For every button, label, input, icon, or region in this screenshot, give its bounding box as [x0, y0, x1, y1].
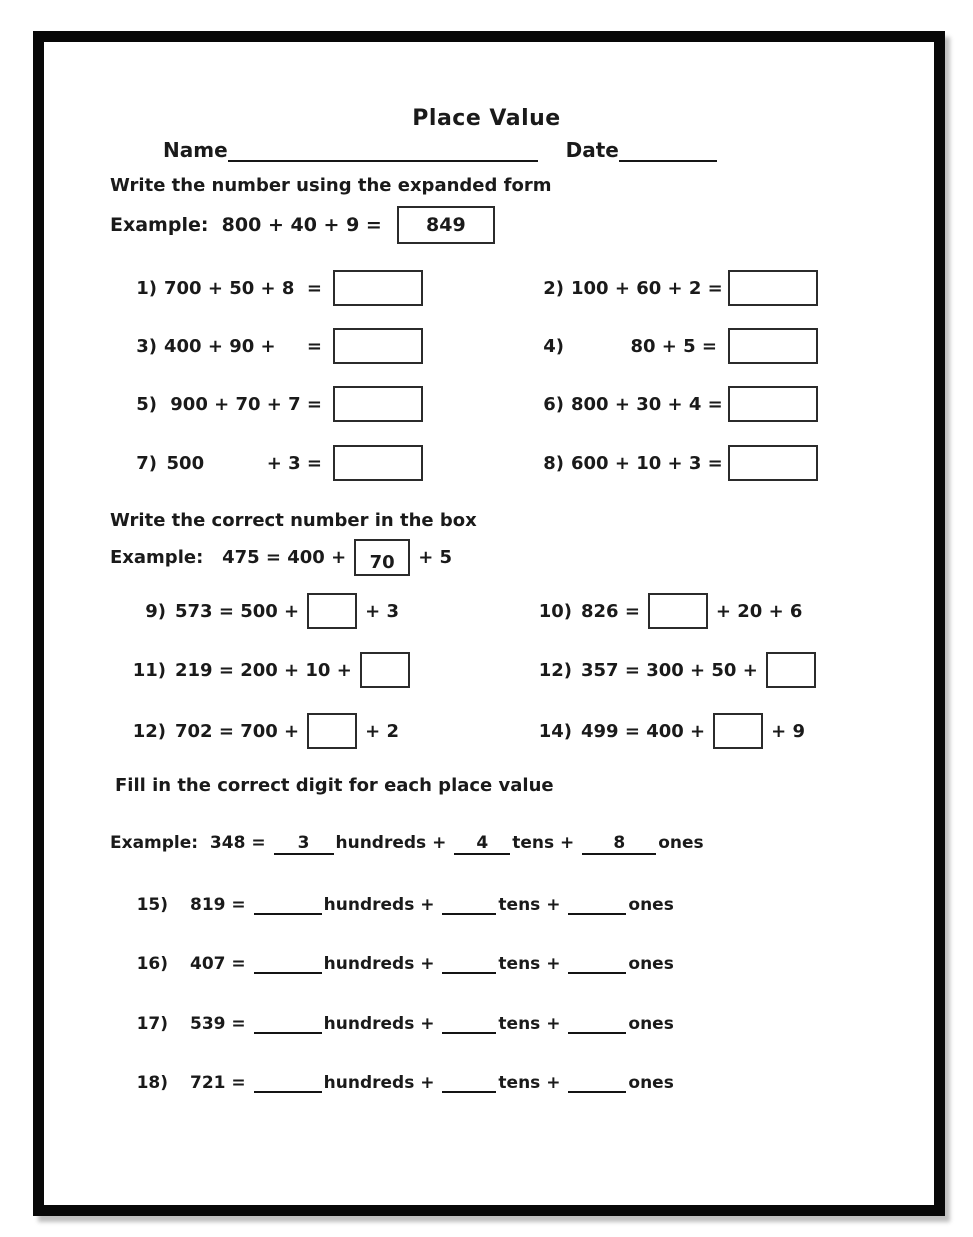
date-blank-line[interactable]: [619, 140, 717, 162]
problem-8: [538, 445, 818, 481]
problem-text: 499 = 400 +: [581, 720, 706, 742]
problem-number: 10): [538, 600, 572, 622]
problem-expression: 100 + 60 + 2 =: [571, 277, 723, 299]
example-ones-blank: [582, 833, 656, 855]
tens-blank-15[interactable]: [442, 895, 496, 915]
ones-label: ones: [628, 954, 674, 974]
problem-expression: 80 + 5 =: [630, 335, 717, 357]
section2-heading: Write the correct number in the box: [110, 510, 477, 531]
problem-18: [128, 1073, 674, 1093]
problem-6: [538, 386, 818, 422]
tens-blank-17[interactable]: [442, 1014, 496, 1034]
problem-9: [128, 592, 399, 630]
section3-example-text: Example: 348 =: [110, 833, 272, 853]
answer-box-5[interactable]: [333, 386, 423, 422]
section1-example-text: Example: 800 + 40 + 9 =: [110, 214, 382, 236]
answer-box-7[interactable]: [333, 445, 423, 481]
answer-box-4[interactable]: [728, 328, 818, 364]
problem-12a: [534, 651, 824, 689]
hundreds-label: hundreds +: [323, 1073, 441, 1093]
hundreds-blank-18[interactable]: [254, 1073, 322, 1093]
problem-text: 702 = 700 +: [175, 720, 300, 742]
ones-blank-17[interactable]: [568, 1014, 626, 1034]
ones-blank-15[interactable]: [568, 895, 626, 915]
answer-box-11[interactable]: [360, 652, 410, 688]
tens-label: tens +: [498, 1014, 567, 1034]
problem-number: 12): [538, 659, 572, 681]
problem-text: + 2: [365, 720, 399, 742]
name-date-row: [163, 138, 717, 162]
problem-expression: 400 + 90 + =: [164, 335, 323, 357]
answer-box-2[interactable]: [728, 270, 818, 306]
problem-number: 4): [543, 335, 564, 357]
ones-label: ones: [628, 895, 674, 915]
problem-number: 8): [543, 452, 564, 474]
problem-text: 219 = 200 + 10 +: [175, 659, 352, 681]
tens-blank-18[interactable]: [442, 1073, 496, 1093]
problem-14: [534, 712, 805, 750]
hundreds-label: hundreds +: [323, 895, 441, 915]
problem-12b: [128, 712, 399, 750]
tens-blank-16[interactable]: [442, 954, 496, 974]
example-hundreds-blank: [274, 833, 334, 855]
page-title: Place Value: [412, 106, 561, 131]
problem-number: 7): [136, 452, 157, 474]
answer-box-12b[interactable]: [307, 713, 357, 749]
problem-value: 721 =: [190, 1073, 246, 1093]
answer-box-12a[interactable]: [766, 652, 816, 688]
tens-label: tens +: [498, 895, 567, 915]
answer-box-1[interactable]: [333, 270, 423, 306]
problem-2: [538, 270, 818, 306]
problem-text: + 3: [365, 600, 399, 622]
problem-number: 15): [136, 895, 168, 915]
problem-number: 17): [136, 1014, 168, 1034]
problem-expression: 500 + 3 =: [166, 452, 322, 474]
problem-15: [128, 895, 674, 915]
ones-blank-18[interactable]: [568, 1073, 626, 1093]
problem-5: [131, 386, 423, 422]
section2-example-answer: 70: [369, 551, 395, 573]
problem-value: 819 =: [190, 895, 246, 915]
section2-example-text: Example: 475 = 400 +: [110, 546, 347, 568]
hundreds-label: hundreds +: [335, 833, 453, 853]
problem-number: 16): [136, 954, 168, 974]
section3-example: [110, 833, 704, 855]
ones-blank-16[interactable]: [568, 954, 626, 974]
problem-expression: 900 + 70 + 7 =: [170, 393, 322, 415]
problem-number: 2): [543, 277, 564, 299]
section2-example: [110, 538, 452, 576]
section1-example: [110, 205, 495, 245]
hundreds-blank-15[interactable]: [254, 895, 322, 915]
problem-4: [538, 328, 818, 364]
ones-label: ones: [628, 1073, 674, 1093]
problem-number: 9): [145, 600, 166, 622]
problem-text: 573 = 500 +: [175, 600, 300, 622]
problem-number: 1): [136, 277, 157, 299]
example-tens-digit: 4: [476, 833, 489, 853]
section2-example-suffix: + 5: [418, 546, 453, 568]
problem-value: 407 =: [190, 954, 246, 974]
problem-expression: 800 + 30 + 4 =: [571, 393, 723, 415]
answer-box-3[interactable]: [333, 328, 423, 364]
answer-box-6[interactable]: [728, 386, 818, 422]
answer-box-8[interactable]: [728, 445, 818, 481]
problem-number: 14): [538, 720, 572, 742]
answer-box-14[interactable]: [713, 713, 763, 749]
ones-label: ones: [658, 833, 704, 853]
problem-number: 3): [136, 335, 157, 357]
problem-11: [128, 651, 418, 689]
ones-label: ones: [628, 1014, 674, 1034]
problem-3: [131, 328, 423, 364]
problem-expression: 600 + 10 + 3 =: [571, 452, 723, 474]
problem-expression: 700 + 50 + 8 =: [164, 277, 322, 299]
problem-number: 11): [132, 659, 166, 681]
section3-heading: Fill in the correct digit for each place value: [115, 775, 554, 796]
problem-16: [128, 954, 674, 974]
problem-number: 5): [136, 393, 157, 415]
section1-heading: Write the number using the expanded form: [110, 175, 552, 196]
problem-7: [131, 445, 423, 481]
hundreds-blank-16[interactable]: [254, 954, 322, 974]
tens-label: tens +: [512, 833, 581, 853]
problem-number: 6): [543, 393, 564, 415]
example-hundreds-digit: 3: [297, 833, 310, 853]
hundreds-label: hundreds +: [323, 1014, 441, 1034]
section1-example-answer-box: [397, 206, 495, 244]
problem-text: + 20 + 6: [715, 600, 803, 622]
section1-example-answer: 849: [426, 214, 466, 236]
answer-box-9[interactable]: [307, 593, 357, 629]
problem-text: + 9: [771, 720, 805, 742]
problem-1: [131, 270, 423, 306]
problem-text: 826 =: [581, 600, 640, 622]
tens-label: tens +: [498, 1073, 567, 1093]
example-ones-digit: 8: [613, 833, 626, 853]
section2-example-answer-box: [354, 539, 410, 576]
problem-10: [534, 592, 802, 630]
name-label: Name: [163, 138, 228, 162]
problem-text: 357 = 300 + 50 +: [581, 659, 758, 681]
problem-number: 12): [132, 720, 166, 742]
answer-box-10[interactable]: [648, 593, 708, 629]
tens-label: tens +: [498, 954, 567, 974]
problem-number: 18): [136, 1073, 168, 1093]
name-blank-line[interactable]: [228, 140, 538, 162]
problem-17: [128, 1014, 674, 1034]
example-tens-blank: [454, 833, 510, 855]
problem-value: 539 =: [190, 1014, 246, 1034]
hundreds-label: hundreds +: [323, 954, 441, 974]
date-label: Date: [565, 138, 619, 162]
hundreds-blank-17[interactable]: [254, 1014, 322, 1034]
